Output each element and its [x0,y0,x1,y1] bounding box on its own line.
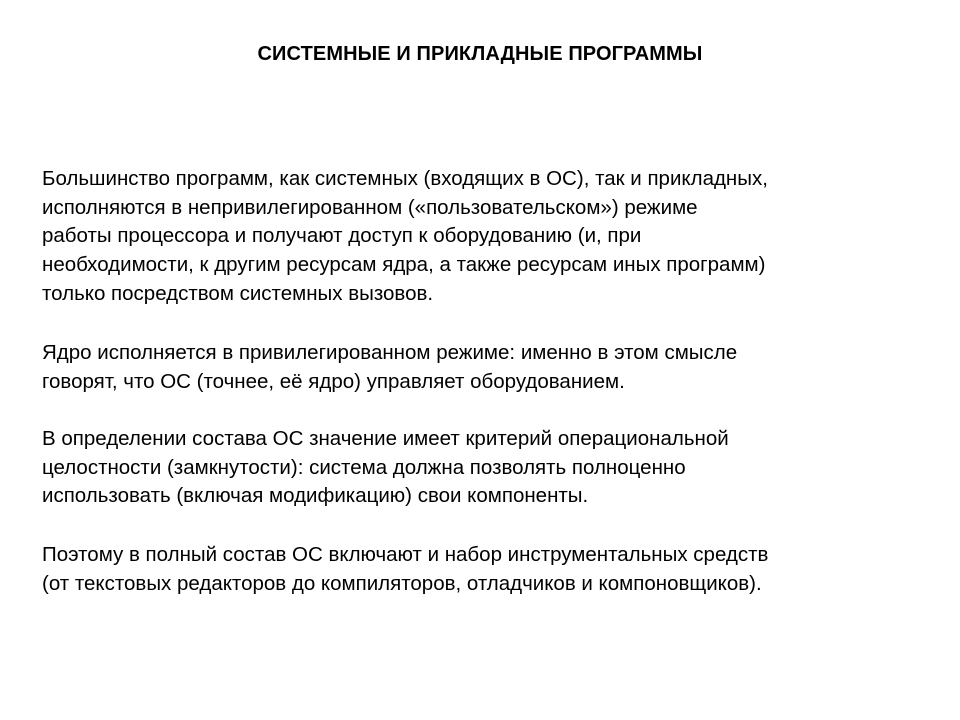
paragraph-user-mode [42,165,922,309]
text-line: Ядро исполняется в привилегированном режиме: именно в этом смысле [42,341,738,364]
paragraph-integrity-criterion [42,425,922,511]
text-line: Поэтому в полный состав ОС включают и набор инструментальных средств [42,543,769,566]
text-line: В определении состава ОС значение имеет критерий операциональной [42,427,729,450]
text-line: Большинство программ, как системных (входящих в ОС), так и прикладных, [42,167,768,190]
text-line: использовать (включая модификацию) свои компоненты. [42,484,589,508]
text-line: (от текстовых редакторов до компиляторов, отладчиков и компоновщиков). [42,571,762,595]
text-line: целостности (замкнутости): система должна позволять полноценно [42,455,686,479]
slide-title: СИСТЕМНЫЕ И ПРИКЛАДНЫЕ ПРОГРАММЫ [257,43,703,65]
paragraph-toolset [42,541,922,598]
text-line: исполняются в непривилегированном («пользовательском») режиме [42,195,698,219]
text-line: говорят, что ОС (точнее, её ядро) управляет оборудованием. [42,369,625,393]
text-line: необходимости, к другим ресурсам ядра, а также ресурсам иных программ) [42,253,766,277]
paragraph-kernel-mode [42,339,922,396]
text-line: только посредством системных вызовов. [42,281,434,305]
text-line: работы процессора и получают доступ к оборудованию (и, при [42,224,642,248]
